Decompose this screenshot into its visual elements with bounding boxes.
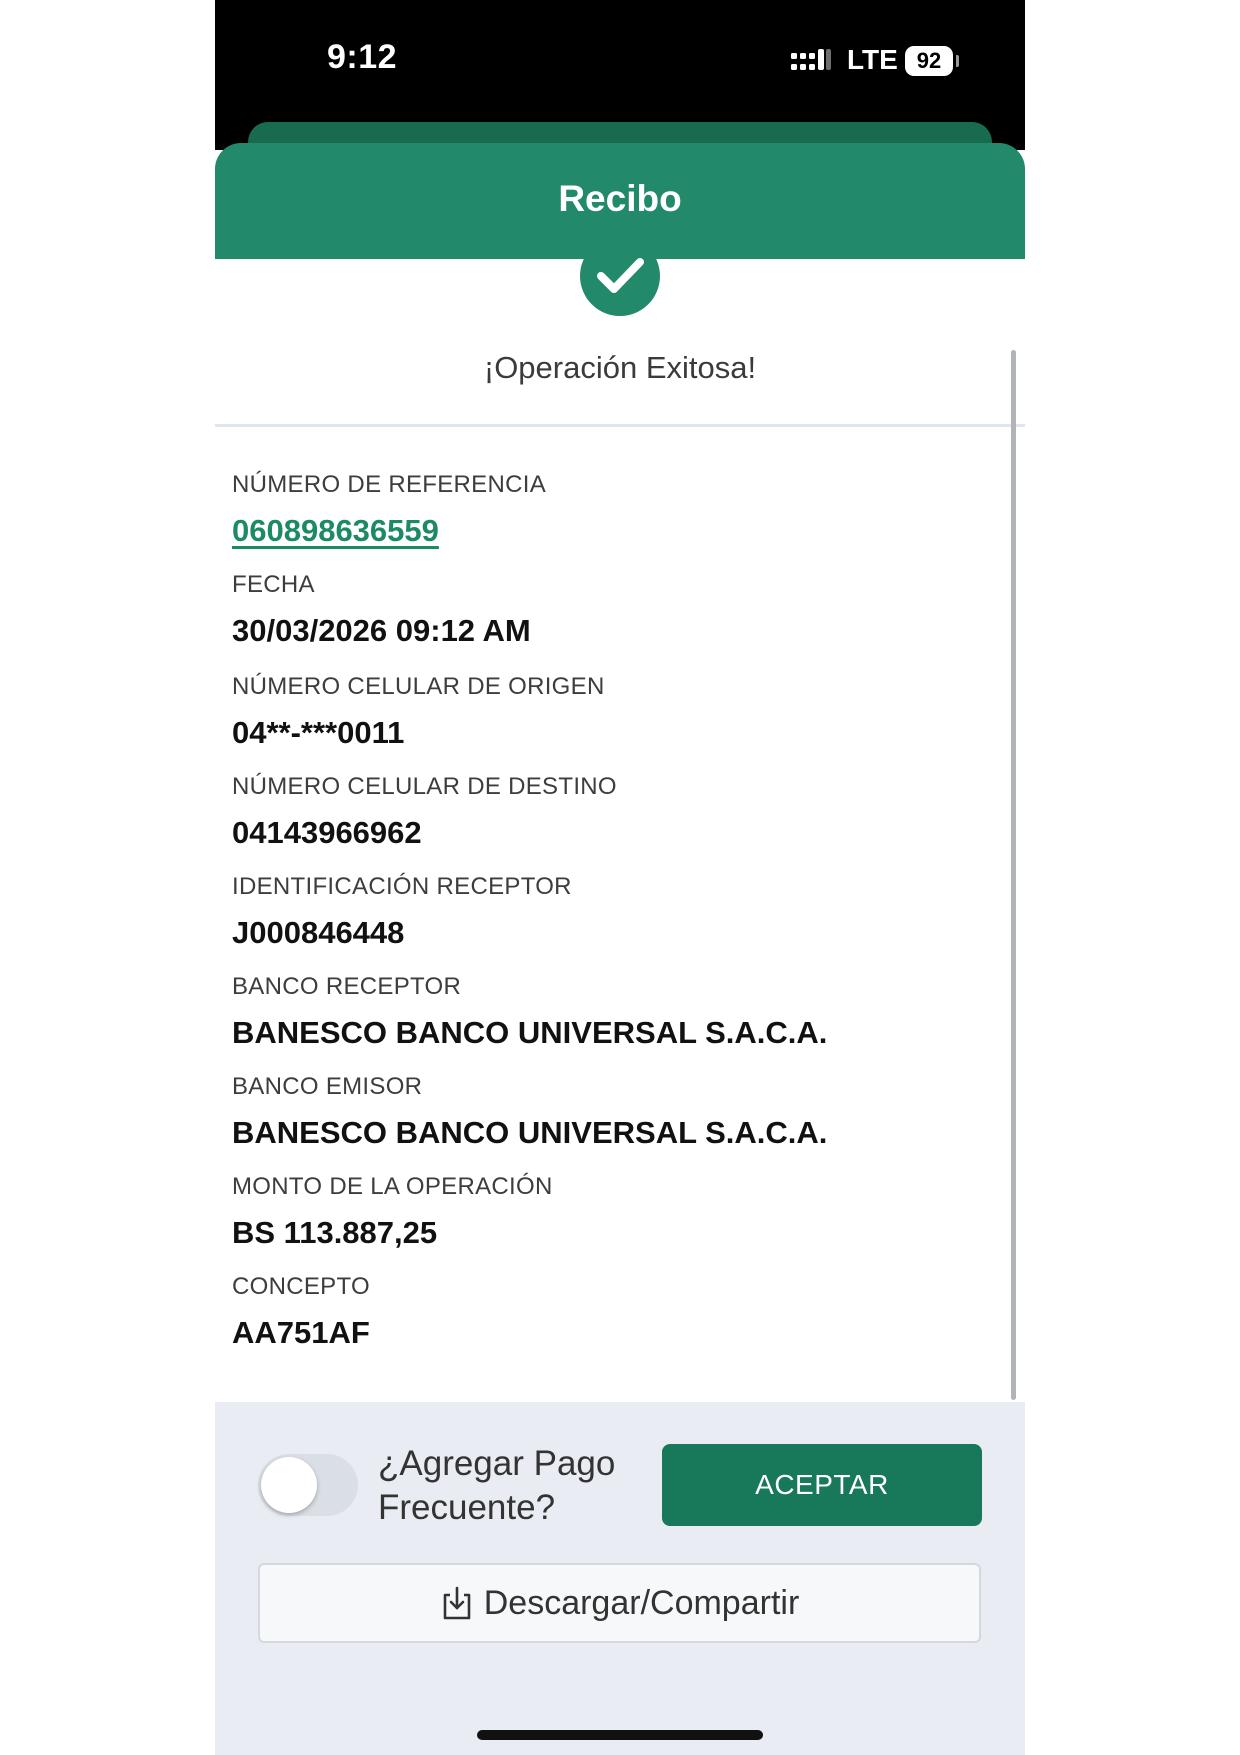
origin-phone-value: 04**-***0011	[232, 715, 405, 750]
frequent-payment-label-line1: ¿Agregar Pago	[378, 1444, 616, 1483]
receipt-details	[232, 470, 992, 1372]
receiver-id-label: IDENTIFICACIÓN RECEPTOR	[232, 873, 572, 900]
frequent-payment-label	[378, 1442, 638, 1530]
scrollbar[interactable]	[1011, 350, 1016, 1400]
receiver-bank-value: BANESCO BANCO UNIVERSAL S.A.C.A.	[232, 1015, 828, 1050]
destination-phone-label: NÚMERO CELULAR DE DESTINO	[232, 773, 617, 800]
download-share-label: Descargar/Compartir	[483, 1583, 800, 1622]
frequent-payment-toggle[interactable]	[258, 1454, 358, 1516]
battery-icon: 92	[905, 46, 953, 76]
issuer-bank-label: BANCO EMISOR	[232, 1073, 423, 1100]
receiver-bank-label: BANCO RECEPTOR	[232, 973, 462, 1000]
success-check-icon	[580, 236, 660, 316]
phone-screen	[215, 0, 1025, 1755]
success-message: ¡Operación Exitosa!	[483, 350, 757, 385]
footer-actions	[215, 1402, 1025, 1755]
battery-tip	[956, 55, 959, 67]
download-share-button[interactable]	[258, 1563, 981, 1643]
concept-value: AA751AF	[232, 1315, 370, 1350]
network-type: LTE	[847, 44, 898, 75]
home-indicator	[477, 1730, 763, 1740]
download-icon	[440, 1585, 474, 1621]
concept-label: CONCEPTO	[232, 1273, 370, 1300]
frequent-payment-label-line2: Frecuente?	[378, 1488, 556, 1527]
date-label: FECHA	[232, 571, 315, 598]
page-title: Recibo	[215, 143, 1025, 259]
divider	[215, 424, 1025, 427]
status-time: 9:12	[327, 38, 398, 76]
accept-button[interactable]: ACEPTAR	[662, 1444, 982, 1526]
amount-value: BS 113.887,25	[232, 1215, 438, 1250]
reference-number-link[interactable]: 060898636559	[232, 513, 439, 548]
origin-phone-label: NÚMERO CELULAR DE ORIGEN	[232, 673, 605, 700]
signal-icon	[791, 48, 831, 74]
destination-phone-value: 04143966962	[232, 815, 422, 850]
toggle-knob[interactable]	[261, 1457, 317, 1513]
issuer-bank-value: BANESCO BANCO UNIVERSAL S.A.C.A.	[232, 1115, 828, 1150]
date-value: 30/03/2026 09:12 AM	[232, 613, 531, 648]
receiver-id-value: J000846448	[232, 915, 405, 950]
amount-label: MONTO DE LA OPERACIÓN	[232, 1173, 553, 1200]
reference-label: NÚMERO DE REFERENCIA	[232, 471, 547, 498]
